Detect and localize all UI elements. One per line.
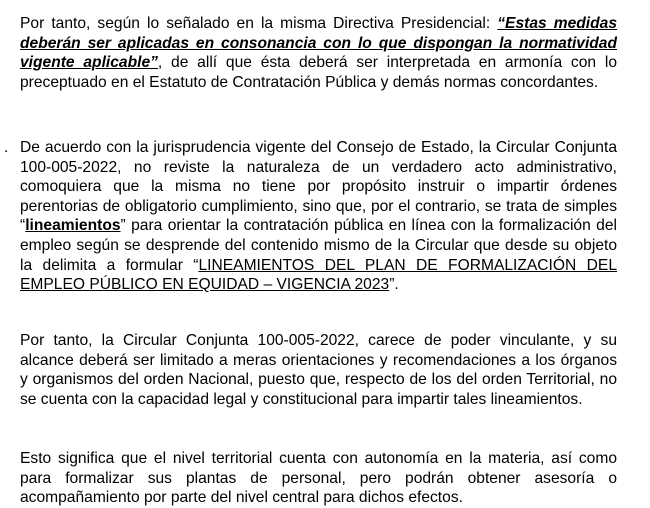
directiva-quote: “Estas medidas deberán ser aplicadas en consonancia con lo que dispongan la normatividad vigente aplicable” bbox=[20, 15, 617, 72]
list-bullet: . bbox=[4, 139, 9, 156]
lineamientos-term: lineamientos bbox=[25, 217, 121, 235]
paragraph-directiva bbox=[20, 14, 617, 92]
paragraph-autonomia: Esto significa que el nivel territorial cuenta con autonomía en la materia, así como para formalizar sus plantas de personal, pero podrán obtener asesoría o acompañamiento por parte del nivel central para dichos efectos. bbox=[20, 450, 617, 507]
paragraph-2-text-b: ” para orientar la contratación pública en línea con la formalización del empleo según se desprende del contenido mismo de la Circular que desde su objeto la delimita a formular “ bbox=[20, 217, 617, 274]
paragraph-2-text-a: De acuerdo con la jurisprudencia vigente del Consejo de Estado, la Circular Conjunta 100-005-2022, no reviste la naturaleza de un verdadero acto administrativo, comoquiera que la misma no tiene por propósito instruir o impartir órdenes perentorias de obligatorio cumplimiento, sino que, por el contrario, se trata de simples “ bbox=[20, 139, 617, 235]
paragraph-jurisprudencia bbox=[20, 138, 617, 295]
paragraph-1-text-b: , de allí que ésta deberá ser interpretada en armonía con lo preceptuado en el Estatuto de Contratación Pública y demás normas concordantes. bbox=[20, 54, 617, 91]
paragraph-poder-vinculante: Por tanto, la Circular Conjunta 100-005-2022, carece de poder vinculante, y su alcance deberá ser limitado a meras orientaciones y recomendaciones a los órganos y organismos del orden Nacional, puesto que, respecto de los del orden Territorial, no se cuenta con la capacidad legal y constitucional para impartir tales lineamientos. bbox=[20, 332, 617, 408]
circular-title: LINEAMIENTOS DEL PLAN DE FORMALIZACIÓN DEL EMPLEO PÚBLICO EN EQUIDAD – VIGENCIA 2023 bbox=[20, 256, 617, 294]
paragraph-1-text-a: Por tanto, según lo señalado en la misma Directiva Presidencial: bbox=[20, 15, 498, 32]
paragraph-2-text-c: ”. bbox=[389, 276, 399, 294]
